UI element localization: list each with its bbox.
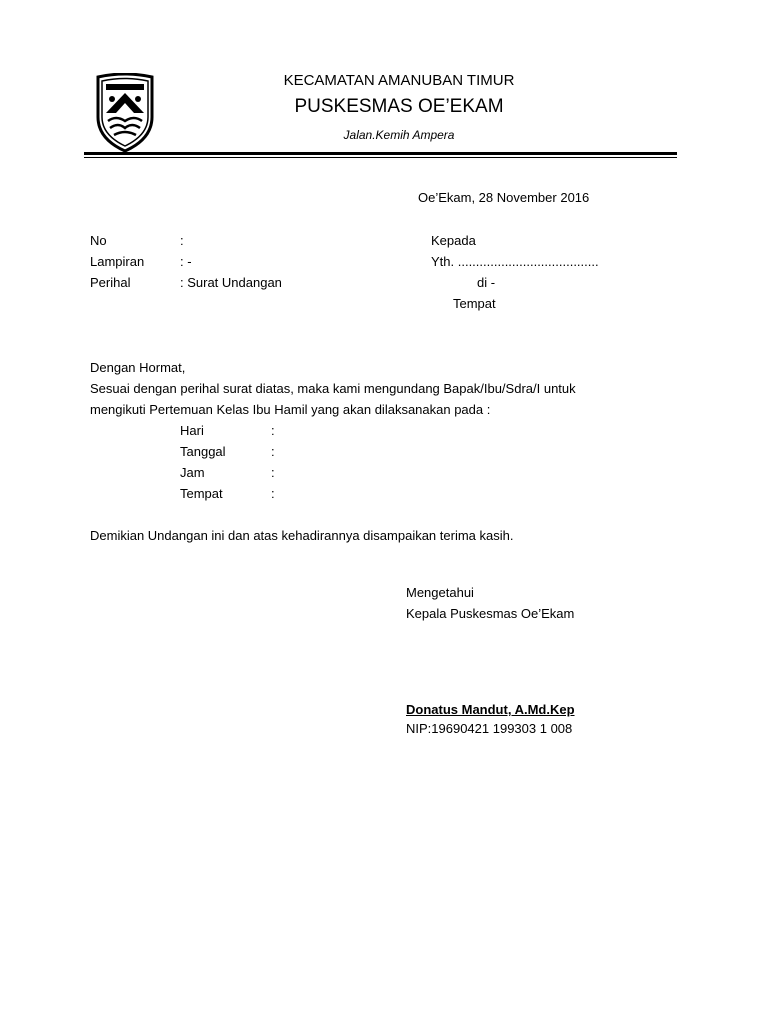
no-label: No (90, 233, 107, 248)
letterhead-divider-thick (84, 152, 677, 155)
detail-tempat-label: Tempat (180, 486, 223, 501)
detail-tempat-colon: : (271, 486, 275, 501)
addressee-tempat: Tempat (453, 296, 496, 311)
detail-tanggal-colon: : (271, 444, 275, 459)
perihal-value: : Surat Undangan (180, 275, 282, 290)
salutation: Dengan Hormat, (90, 360, 186, 375)
letterhead-district: KECAMATAN AMANUBAN TIMUR (283, 72, 515, 89)
signatory-name: Donatus Mandut, A.Md.Kep (406, 702, 575, 717)
letter-date: Oe’Ekam, 28 November 2016 (418, 190, 590, 205)
letterhead-address: Jalan.Kemih Ampera (343, 128, 455, 142)
addressee-kepada: Kepada (431, 233, 476, 248)
signature-position: Kepala Puskesmas Oe’Ekam (406, 606, 575, 621)
signature-mengetahui: Mengetahui (406, 585, 474, 600)
detail-hari-label: Hari (180, 423, 204, 438)
body-line-2: mengikuti Pertemuan Kelas Ibu Hamil yang akan dilaksanakan pada : (90, 402, 491, 417)
closing-sentence: Demikian Undangan ini dan atas kehadirannya disampaikan terima kasih. (90, 528, 514, 543)
lampiran-value: : - (180, 254, 192, 269)
lampiran-label: Lampiran (90, 254, 145, 269)
detail-jam-colon: : (271, 465, 275, 480)
letterhead-divider-thin (84, 157, 677, 158)
signatory-nip: NIP:19690421 199303 1 008 (406, 721, 573, 736)
body-line-1: Sesuai dengan perihal surat diatas, maka kami mengundang Bapak/Ibu/Sdra/I untuk (90, 381, 576, 396)
detail-jam-label: Jam (180, 465, 205, 480)
addressee-di: di - (477, 275, 496, 290)
detail-hari-colon: : (271, 423, 275, 438)
perihal-label: Perihal (90, 275, 131, 290)
no-value: : (180, 233, 184, 248)
addressee-yth: Yth. ....................................... (431, 254, 599, 269)
detail-tanggal-label: Tanggal (180, 444, 226, 459)
letterhead-institution: PUSKESMAS OE’EKAM (294, 96, 504, 117)
